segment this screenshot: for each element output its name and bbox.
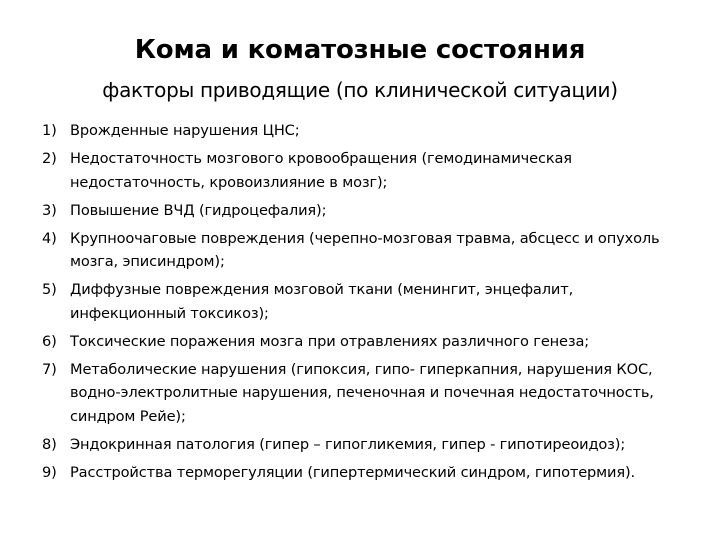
list-item-number: 3) xyxy=(42,201,57,219)
slide-title: Кома и коматозные состояния xyxy=(134,35,586,65)
list-item-number: 8) xyxy=(42,435,57,453)
list-item-number: 2) xyxy=(42,150,57,167)
list-item-text: Эндокринная патология (гипер – гипогликемия, гипер - гипотиреоидоз); xyxy=(70,435,626,453)
list-item-number: 6) xyxy=(42,332,57,350)
list-item xyxy=(42,119,692,143)
list-item-text: Недостаточность мозгового кровообращения (гемодинамическая недостаточность, кровоизлияние в мозг); xyxy=(70,150,572,191)
list-item-text: Токсические поражения мозга при отравлениях различного генеза; xyxy=(70,332,590,350)
slide-subtitle: факторы приводящие (по клинической ситуации) xyxy=(102,78,618,102)
list-item-text: Повышение ВЧД (гидроцефалия); xyxy=(70,201,327,219)
list-item xyxy=(42,358,692,429)
factors-list xyxy=(42,119,692,489)
list-item xyxy=(42,278,692,325)
list-item xyxy=(42,227,692,274)
list-item xyxy=(42,433,692,457)
list-item-number: 5) xyxy=(42,281,57,298)
list-item-text: Врожденные нарушения ЦНС; xyxy=(70,122,300,139)
list-item-text: Диффузные повреждения мозговой ткани (менингит, энцефалит, инфекционный токсикоз); xyxy=(70,281,574,322)
list-item xyxy=(42,330,692,354)
list-item-number: 9) xyxy=(42,463,57,481)
list-item-text: Метаболические нарушения (гипоксия, гипо- гиперкапния, нарушения КОС, водно-электролитные нарушения, печеночная и почечная недостаточность, синдром Рейе); xyxy=(70,360,654,425)
list-item-number: 7) xyxy=(42,360,57,378)
list-item xyxy=(42,461,692,485)
list-item xyxy=(42,147,692,194)
list-item xyxy=(42,199,692,223)
list-item-text: Расстройства терморегуляции (гипертермический синдром, гипотермия). xyxy=(70,463,636,481)
list-item-number: 4) xyxy=(42,229,57,247)
list-item-text: Крупноочаговые повреждения (черепно-мозговая травма, абсцесс и опухоль мозга, эписиндром); xyxy=(70,229,660,270)
list-item-number: 1) xyxy=(42,122,57,139)
